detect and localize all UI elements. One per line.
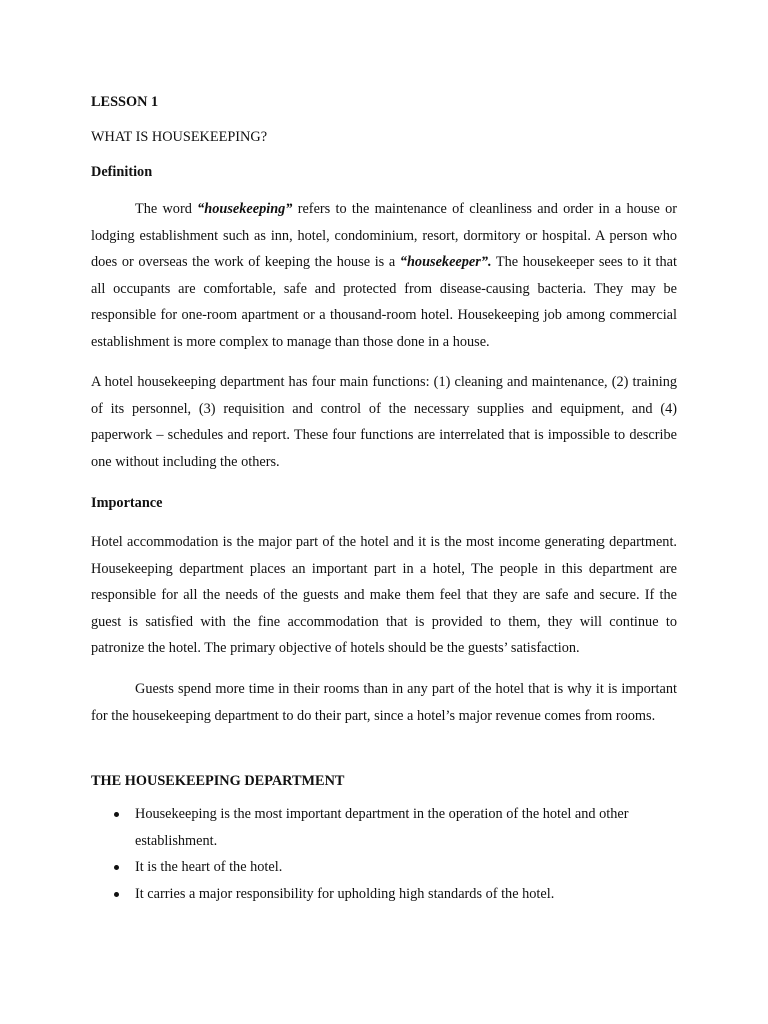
bullet-icon xyxy=(114,812,119,817)
definition-heading: Definition xyxy=(91,164,153,180)
definition-text-c: The housekeeper sees to it that all occupants are comfortable, safe and protected from disease-causing bacteria. They may be responsible for one-room apartment or a thousand-room hotel. Housekeeping job among commercial establishment is more complex to manage than those done in a house. xyxy=(91,254,677,350)
department-bullet-list xyxy=(91,801,677,907)
page-question: WHAT IS HOUSEKEEPING? xyxy=(91,129,268,145)
list-item xyxy=(91,881,677,908)
definition-text-b: refers to the maintenance of cleanliness and order in a house or lodging establishment such as inn, hotel, condominium, resort, dormitory or hospital. A person who does or overseas the work of keeping the house is a xyxy=(91,201,677,271)
lesson-title: LESSON 1 xyxy=(91,94,159,110)
definition-paragraph-2: A hotel housekeeping department has four main functions: (1) cleaning and maintenance, (2) training of its personnel, (3) requisition and control of the necessary supplies and equipment, and (4) paperwork – schedules and report. These four functions are interrelated that is impossible to describe one without including the others. xyxy=(91,374,677,470)
list-item-text: It carries a major responsibility for upholding high standards of the hotel. xyxy=(135,885,555,902)
list-item-text: It is the heart of the hotel. xyxy=(135,859,283,876)
department-heading: THE HOUSEKEEPING DEPARTMENT xyxy=(91,773,345,789)
term-housekeeping: “housekeeping” xyxy=(197,201,293,217)
list-item xyxy=(91,801,677,854)
definition-paragraph-1 xyxy=(91,196,677,356)
importance-paragraph-2: Guests spend more time in their rooms than in any part of the hotel that is why it is important for the housekeeping department to do their part, since a hotel’s major revenue comes from rooms. xyxy=(91,681,677,724)
importance-heading: Importance xyxy=(91,495,163,511)
definition-text-a: The word xyxy=(135,201,198,217)
list-item-text: Housekeeping is the most important department in the operation of the hotel and other establishment. xyxy=(135,806,629,849)
importance-paragraph-1: Hotel accommodation is the major part of the hotel and it is the most income generating department. Housekeeping department places an important part in a hotel, The people in this department are responsible for all the needs of the guests and make them feel that they are safe and secure. If the guest is satisfied with the fine accommodation that is provided to them, they will continue to patronize the hotel. The primary objective of hotels should be the guests’ satisfaction. xyxy=(91,534,677,657)
bullet-icon xyxy=(114,892,119,897)
term-housekeeper: “housekeeper”. xyxy=(399,254,492,271)
bullet-icon xyxy=(114,865,119,870)
list-item xyxy=(91,854,677,881)
